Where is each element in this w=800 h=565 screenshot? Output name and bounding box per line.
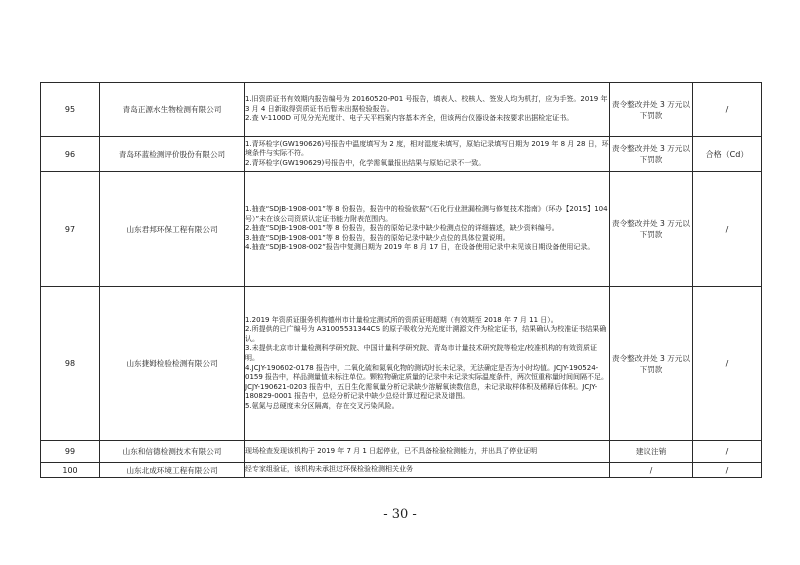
inspection-results-table [40,82,762,478]
organization-name: 山东君邦环保工程有限公司 [100,172,245,287]
result-cell: / [693,463,762,478]
page-number: - 30 - [383,507,417,522]
row-number: 95 [41,83,100,137]
issue-item: 1.旧资质证书有效期内报告编号为 20160520-P01 号报告，填表人、校核人、签发人均为机打，应为手签。2019 年 3 月 4 日新取得资质证书后暂未出据检验报告。 [245,95,608,113]
row-number: 98 [41,287,100,441]
issue-item: 经专家组验证，该机构未承担过环保检验检测相关业务 [245,465,413,474]
organization-name: 山东和信德检测技术有限公司 [100,441,245,463]
issues-cell [245,83,610,137]
row-number: 100 [41,463,100,478]
result-cell: 合格（Cd） [693,137,762,172]
issues-cell [245,172,610,287]
issue-item: 现场检查发现该机构于 2019 年 7 月 1 日起停业，已不具备检验检测能力，并出具了停业证明 [245,446,538,455]
issue-item: 2.查 V-1100D 可见分光光度计、电子天平档案内容基本齐全，但该两台仪器设备未按要求出据检定证书。 [245,114,574,123]
row-number: 99 [41,441,100,463]
decision-cell: 责令整改并处 3 万元以下罚款 [610,172,693,287]
result-cell: / [693,172,762,287]
row-number: 97 [41,172,100,287]
table-row [41,83,762,137]
table-row [41,137,762,172]
row-number: 96 [41,137,100,172]
issues-cell [245,137,610,172]
decision-cell: 责令整改并处 3 万元以下罚款 [610,287,693,441]
issue-item: 4.抽查“SDJB-1908-002”报告中复测日期为 2019 年 8 月 17 日，在设备使用记录中未见该日期设备使用记录。 [245,243,595,252]
table-row [41,287,762,441]
issue-item: 2.青环检字(GW190629)号报告中，化学需氧量报出结果与原始记录不一致。 [245,158,486,167]
result-cell: / [693,83,762,137]
decision-cell: 责令整改并处 3 万元以下罚款 [610,83,693,137]
issue-item: 5.氨氮与总硬度未分区隔离，存在交叉污染风险。 [245,401,399,410]
issues-cell [245,287,610,441]
table-row [41,463,762,478]
table-row [41,172,762,287]
issues-cell [245,463,610,478]
issue-item: 1.2019 年资质证服务机构德州市计量检定测试所的资质证明超期（有效期至 2018 年 7 月 11 日）。 [245,315,558,324]
issue-item: 4.JCJY-190602-0178 报告中，二氧化硫和氮氧化物的测试时长未记录，无法确定是否为小时均值。JCJY-190524-0159 报告中，样品测量值未标注单位。颗粒物确定质量的记录中未记录实际温度条件，两次恒重称量时间间隔不足。JCJY-190621-0203 报告中，五日生化需氧量分析记录缺少溶解氧读数信息，未记录取样体积及稀释后体积。JCJY-180829-0001 报告中，总烃分析记录中缺少总烃计算过程记录及谱图。 [245,363,609,401]
issue-item: 2.所提供的已广编号为 A31005531344CS 的原子吸收分光光度计溯源文件为检定证书，结果确认为校准证书结果确认。 [245,325,607,343]
issue-item: 1.青环检字(GW190626)号报告中温度填写为 2 度，相对湿度未填写，原始记录填写日期为 2019 年 8 月 28 日，环境条件与实际不符。 [245,139,609,158]
table-row [41,441,762,463]
issue-item: 3.抽查“SDJB-1908-001”等 8 份报告，报告的原始记录中缺少点位的具体位置说明。 [245,233,510,242]
decision-cell: / [610,463,693,478]
issues-cell [245,441,610,463]
issue-item: 1.抽查“SDJB-1908-001”等 8 份报告，报告中的检验依据“《石化行业泄漏检测与修复技术指南》（环办【2015】104 号）”未在该公司资质认定证书能力附表范围内。 [245,205,608,223]
organization-name: 青岛环蓝检测评价股份有限公司 [100,137,245,172]
decision-cell: 建议注销 [610,441,693,463]
result-cell: / [693,287,762,441]
decision-cell: 责令整改并处 3 万元以下罚款 [610,137,693,172]
issue-item: 3.未提供北京市计量检测科学研究院、中国计量科学研究院、青岛市计量技术研究院等检定/校准机构的有效资质证明。 [245,344,598,362]
organization-name: 青岛正源水生物检测有限公司 [100,83,245,137]
organization-name: 山东捷姆检验检测有限公司 [100,287,245,441]
result-cell: / [693,441,762,463]
issue-item: 2.抽查“SDJB-1908-001”等 8 份报告，报告的原始记录中缺少检测点位的详细描述，缺少资料编号。 [245,224,559,233]
organization-name: 山东北成环境工程有限公司 [100,463,245,478]
